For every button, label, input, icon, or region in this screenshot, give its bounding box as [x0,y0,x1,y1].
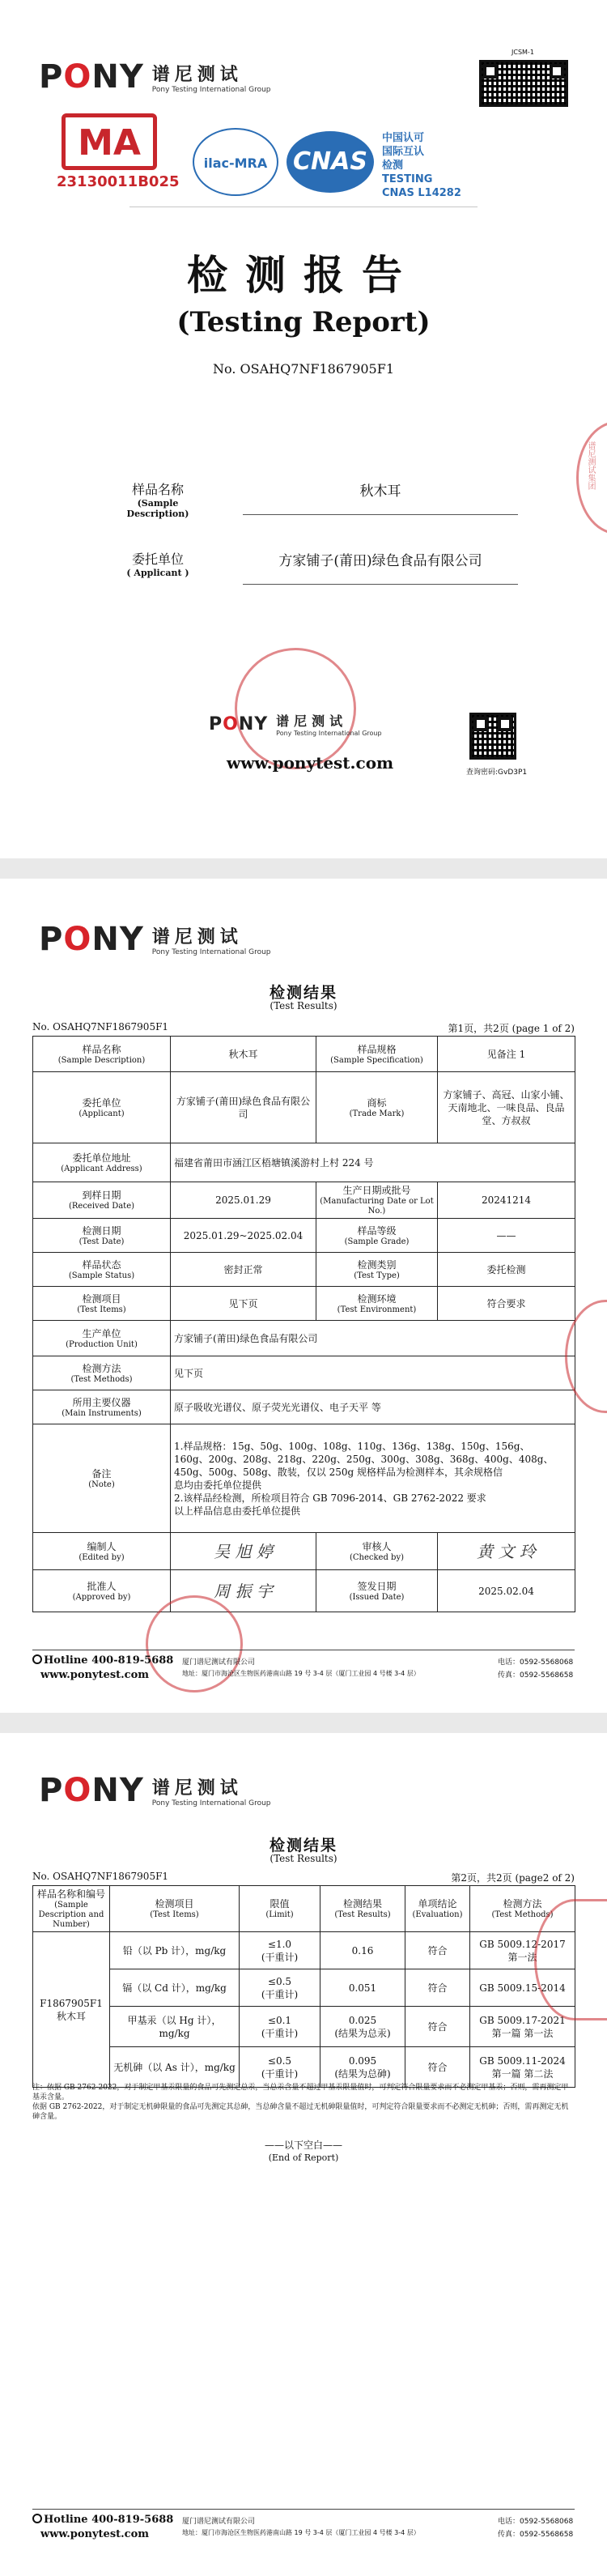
table-row: 样品名称 (Sample Description) 秋木耳 样品规格 (Sample Specification) 见备注 1 [33,1037,575,1072]
table-notes: 注：依据 GB 2762-2022，对于制定甲基汞限量的食品可先测定总汞，当总汞含量不超过甲基汞限量值时，可判定符合限量要求而不必测定甲基汞；否则，需再测定甲基汞含量。 依据 GB 2762-2022，对于制定无机砷限量的食品可先测定其总砷，当总砷含量不超过无机砷限量值时，可判定符合限量要求而不必测定无机砷；否则，需再测定无机砷含量。 [32,2084,569,2121]
producer-value: 方家铺子(莆田)绿色食品有限公司 [171,1321,575,1356]
footer-tel: 电话：0592-5568068 [498,1658,574,1667]
end-marker-en: (End of Report) [268,2152,339,2163]
cma-mark [57,113,180,190]
side-seal-icon [534,1899,607,2020]
results-title-en: (Test Results) [270,1853,337,1864]
company-seal-icon [235,648,356,769]
approver-signature: 周 振 宇 [171,1570,316,1612]
table-row: 到样日期 (Received Date) 2025.01.29 生产日期或批号 (Manufacturing Date or Lot No.) 20241214 [33,1182,575,1219]
table-row: 样品状态 (Sample Status) 密封正常 检测类别 (Test Type) 委托检测 [33,1253,575,1287]
instruments-value: 原子吸收光谱仪、原子荧光光谱仪、电子天平 等 [171,1390,575,1424]
cma-number: 23130011B025 [57,173,180,190]
side-seal-text: 谱尼测试集团 [586,441,595,490]
table-header-row: 样品名称和编号 (Sample Description and Number) 检测项目 (Test Items) 限值 (Limit) 检测结果 (Test Results) 单项结论 (Evaluation) 检测方法 (Test Methods) [33,1886,575,1932]
production-date-value: 20241214 [438,1182,575,1219]
table-row: 甲基汞（以 Hg 计），mg/kg ≤0.1 (干重计) 0.025 (结果为总汞) 符合 GB 5009.17-2021 第一篇 第一法 [33,2007,575,2047]
report-title-en: (Testing Report) [176,306,431,338]
results-title-en: (Test Results) [270,1000,337,1011]
received-date-value: 2025.01.29 [171,1182,316,1219]
ilac-mra-logo-icon: ilac-MRA [193,128,278,196]
test-date-value: 2025.01.29~2025.02.04 [171,1219,316,1253]
footer-company: 厦门谱尼测试有限公司 [182,2518,256,2526]
report-number: No. OSAHQ7NF1867905F1 [32,1021,169,1033]
table-row: 备注 (Note) 1.样品规格：15g、50g、100g、108g、110g、136g、138g、150g、156g、 160g、200g、208g、218g、220g、250g、300g、308g、368g、400g、408g、 450g、500g、508g、散装，仅以 250g 规格样品为检测样本，其余规格信 息均由委托单位提供 2.该样品经检测，所检项目符合 GB 7096-2014、GB 2762-2022 要求 以上样品信息由委托单位提供 [33,1424,575,1533]
website-link[interactable]: www.ponytest.com [40,2528,150,2540]
grade-value: —— [438,1219,575,1253]
table-row: 镉（以 Cd 计），mg/kg ≤0.5 (干重计) 0.051 符合 GB 5009.15-2014 [33,1969,575,2007]
issued-date-value: 2025.02.04 [438,1570,575,1612]
results-title-cn: 检测结果 [269,984,337,1002]
website-link[interactable]: www.ponytest.com [40,1669,150,1681]
report-number-line [32,1871,575,1882]
report-number: No. OSAHQ7NF1867905F1 [212,361,395,377]
sample-name-value: 秋木耳 [171,1037,316,1072]
applicant-value: 方家铺子(莆田)绿色食品有限公司 [243,549,518,585]
footer-brand: PONY 谱尼测试 Pony Testing International Group [209,713,382,737]
results-page-2 [0,1733,607,2576]
pony-logo: PONY [39,58,144,96]
table-row: 编制人 (Edited by) 吴 旭 婷 审核人 (Checked by) 黄 文 玲 [33,1533,575,1570]
applicant-label: 委托单位 ( Applicant ) [126,551,189,578]
brand-logo [39,58,271,96]
end-marker-cn: ——以下空白—— [264,2140,342,2151]
test-type-value: 委托检测 [438,1253,575,1287]
methods-value: 见下页 [171,1356,575,1390]
qr-caption: 查询密码:GvD3P1 [466,769,528,777]
brand-logo: PONY 谱尼测试 Pony Testing International Group [39,921,271,958]
results-page-1 [0,879,607,1713]
report-number: No. OSAHQ7NF1867905F1 [32,1871,169,1882]
hotline: Hotline 400-819-5688 [32,1654,173,1667]
footer-address: 地址：厦门市海沧区生物医药港南山路 19 号 3-4 层（厦门工业园 4 号楼 3-4 层） [182,1670,420,1677]
results-title-cn: 检测结果 [269,1837,337,1854]
qr-code-icon [479,60,568,107]
phone-icon [32,2514,42,2523]
table-row: 检测项目 (Test Items) 见下页 检测环境 (Test Environment) 符合要求 [33,1287,575,1321]
brand-logo: PONY 谱尼测试 Pony Testing International Group [39,1772,271,1809]
table-row: 所用主要仪器 (Main Instruments) 原子吸收光谱仪、原子荧光光谱仪、电子天平 等 [33,1390,575,1424]
page-info: 第1页，共2页 (page 1 of 2) [448,1023,575,1034]
address-value: 福建省莆田市涵江区梧塘镇溪游村上村 224 号 [171,1143,575,1182]
footer-divider [32,2509,575,2510]
cma-logo-icon: MA [62,113,157,170]
checker-signature: 黄 文 玲 [438,1533,575,1570]
spec-value: 见备注 1 [438,1037,575,1072]
footer-address: 地址：厦门市海沧区生物医药港南山路 19 号 3-4 层（厦门工业园 4 号楼 3-4 层） [182,2529,420,2536]
pony-logo: PONY [39,1772,144,1809]
footer-company: 厦门谱尼测试有限公司 [182,1658,256,1667]
table-row: 检测日期 (Test Date) 2025.01.29~2025.02.04 样品等级 (Sample Grade) —— [33,1219,575,1253]
items-value: 见下页 [171,1287,316,1321]
note-value: 1.样品规格：15g、50g、100g、108g、110g、136g、138g、150g、156g、 160g、200g、208g、218g、220g、250g、300g、308g、368g、400g、408g、 450g、500g、508g、散装，仅以 250g 规格样品为检测样本，其余规格信 息均由委托单位提供 2.该样品经检测，所检项目符合 GB 7096-2014、GB 2762-2022 要求 以上样品信息由委托单位提供 [171,1424,575,1533]
results-table [32,1885,575,2088]
editor-signature: 吴 旭 婷 [171,1533,316,1570]
trademark-value: 方家铺子、高冠、山家小铺、天南地北、一味良品、良品堂、方叔叔 [438,1072,575,1143]
sample-cell: F1867905F1 秋木耳 [33,1932,110,2088]
sample-label: 样品名称 (Sample Description) [126,482,189,519]
pony-logo: PONY [39,921,144,958]
table-row: 批准人 (Approved by) 周 振 宇 签发日期 (Issued Date) 2025.02.04 [33,1570,575,1612]
status-value: 密封正常 [171,1253,316,1287]
table-row: F1867905F1 秋木耳 铅（以 Pb 计），mg/kg ≤1.0 (干重计) 0.16 符合 GB 5009.12-2017 第一法 [33,1932,575,1969]
sample-value: 秋木耳 [243,479,518,515]
signature-seal-icon [146,1595,243,1692]
brand-name-cn: 谱尼测试 [151,64,243,85]
form-code: JCSM-1 [511,49,534,56]
footer-fax: 传真：0592-5568658 [498,2531,574,2539]
cover-page [0,0,607,858]
footer-tel: 电话：0592-5568068 [498,2518,574,2526]
applicant-value: 方家铺子(莆田)绿色食品有限公司 [171,1072,316,1143]
table-row: 无机砷（以 As 计），mg/kg ≤0.5 (干重计) 0.095 (结果为总砷) 符合 GB 5009.11-2024 第一篇 第二法 [33,2047,575,2088]
qr-code-icon [469,713,516,760]
hotline: Hotline 400-819-5688 [32,2514,173,2526]
table-row: 委托单位地址 (Applicant Address) 福建省莆田市涵江区梧塘镇溪游村上村 224 号 [33,1143,575,1182]
table-row: 检测方法 (Test Methods) 见下页 [33,1356,575,1390]
report-number-line [32,1021,575,1033]
table-row: 生产单位 (Production Unit) 方家铺子(莆田)绿色食品有限公司 [33,1321,575,1356]
brand-name-en: Pony Testing International Group [151,85,271,94]
pony-logo-small: PONY [209,713,269,734]
page-info: 第2页，共2页 (page2 of 2) [451,1872,575,1884]
table-row: 委托单位 (Applicant) 方家铺子(莆田)绿色食品有限公司 商标 (Trade Mark) 方家铺子、高冠、山家小铺、天南地北、一味良品、良品堂、方叔叔 [33,1072,575,1143]
report-title-cn: 检测报告 [187,251,420,299]
results-info-table [32,1036,575,1612]
footer-fax: 传真：0592-5568658 [498,1671,574,1680]
environment-value: 符合要求 [438,1287,575,1321]
website-link[interactable]: www.ponytest.com [227,753,394,773]
phone-icon [32,1654,42,1664]
cnas-text: 中国认可 国际互认 检测 TESTING CNAS L14282 [382,132,461,199]
cnas-logo-icon: CNAS [287,131,374,193]
